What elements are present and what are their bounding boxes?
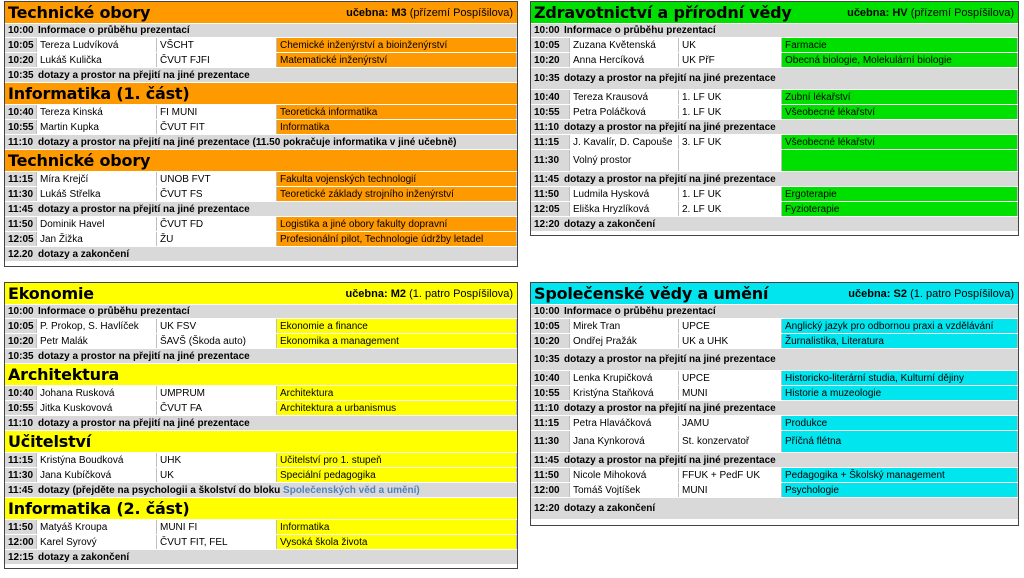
room-code: HV	[892, 6, 908, 19]
study-field: Všeobecné lékařství	[782, 135, 1018, 149]
table-row	[5, 535, 517, 550]
row-time: 10:05	[5, 319, 37, 333]
school-name	[679, 150, 782, 171]
info-content	[5, 416, 517, 430]
info-content	[5, 550, 517, 564]
presenter-name: Mirek Tran	[570, 319, 679, 333]
row-time: 10:05	[531, 38, 570, 52]
room-place: (1. patro Pospíšilova)	[910, 287, 1014, 300]
room-info	[346, 7, 513, 19]
room-label: učebna:	[848, 287, 891, 300]
info-row	[531, 349, 1018, 371]
presenter-name: Tereza Krausová	[570, 90, 679, 104]
info-row	[531, 68, 1018, 90]
table-row	[5, 105, 517, 120]
section-header	[5, 150, 517, 172]
row-time: 11:50	[5, 217, 37, 231]
table-row	[5, 172, 517, 187]
info-content	[531, 498, 1018, 519]
info-row	[5, 305, 517, 319]
school-name: ČVUT FIT	[157, 120, 277, 134]
school-name: 1. LF UK	[679, 105, 782, 119]
row-time: 10:35	[534, 354, 560, 365]
info-text: dotazy (přejděte na psychologii a školství do bloku	[38, 484, 281, 496]
row-time: 11:50	[5, 520, 37, 534]
study-field: Teoretická informatika	[277, 105, 517, 119]
table-row	[531, 38, 1018, 53]
study-field: Příčná flétna	[782, 431, 1018, 452]
study-field: Architektura a urbanismus	[277, 401, 517, 415]
room-info	[345, 288, 513, 300]
row-time: 11:45	[8, 484, 34, 496]
schedule-zdravotnictvi	[530, 1, 1019, 236]
school-name: 1. LF UK	[679, 90, 782, 104]
table-row	[5, 217, 517, 232]
table-row	[5, 520, 517, 535]
info-row	[531, 217, 1018, 232]
section-header	[531, 283, 1018, 305]
info-content	[5, 24, 517, 37]
row-time: 10:20	[5, 334, 37, 348]
section-title: Technické obory	[8, 151, 151, 170]
info-row	[5, 135, 517, 150]
info-text: Informace o průběhu prezentací	[38, 25, 190, 36]
section-title: Učitelství	[8, 432, 92, 451]
row-time: 11:45	[534, 173, 560, 185]
presenter-name: Jana Kubíčková	[37, 468, 157, 482]
info-content	[5, 68, 517, 82]
school-name: ČVUT FD	[157, 217, 277, 231]
school-name: MUNI	[679, 483, 782, 497]
presenter-name: Lenka Krupičková	[570, 371, 679, 385]
room-place: (přízemí Pospíšilova)	[910, 6, 1014, 19]
study-field: Produkce	[782, 416, 1018, 430]
presenter-name: Ondřej Pražák	[570, 334, 679, 348]
section-title: Informatika (1. část)	[8, 84, 190, 103]
info-text: dotazy a zakončení	[38, 551, 130, 563]
table-row	[531, 90, 1018, 105]
presenter-name: Lukáš Střelka	[37, 187, 157, 201]
row-time: 10:40	[5, 386, 37, 400]
row-time: 12:05	[531, 202, 570, 216]
presenter-name: Petra Poláčková	[570, 105, 679, 119]
table-row	[5, 386, 517, 401]
study-field: Anglický jazyk pro odbornou praxi a vzdělávání	[782, 319, 1018, 333]
info-row	[531, 401, 1018, 416]
row-time: 12:15	[8, 551, 34, 563]
row-time: 12:05	[5, 232, 37, 246]
row-time: 10:40	[531, 90, 570, 104]
info-content	[531, 453, 1018, 467]
info-content	[531, 349, 1018, 370]
table-row	[531, 53, 1018, 68]
study-field: Fakulta vojenských technologií	[277, 172, 517, 186]
row-time: 10:05	[531, 319, 570, 333]
row-time: 11:15	[5, 453, 37, 467]
row-time: 11:15	[531, 416, 570, 430]
row-time: 11:45	[8, 203, 34, 215]
school-name: UPCE	[679, 371, 782, 385]
presenter-name: Volný prostor	[570, 150, 679, 171]
row-time: 10:00	[8, 306, 34, 317]
schedule-spolecenske-vedy	[530, 282, 1019, 526]
table-row	[531, 431, 1018, 453]
school-name: MUNI	[679, 386, 782, 400]
presenter-name: Petr Malák	[37, 334, 157, 348]
school-name: UK FSV	[157, 319, 277, 333]
study-field: Logistika a jiné obory fakulty dopravní	[277, 217, 517, 231]
presenter-name: Anna Hercíková	[570, 53, 679, 67]
info-text: dotazy a prostor na přejití na jiné prezentace	[38, 69, 250, 81]
study-field: Teoretické základy strojního inženýrství	[277, 187, 517, 201]
presenter-name: Martin Kupka	[37, 120, 157, 134]
table-row	[531, 135, 1018, 150]
section-title: Společenské vědy a umění	[534, 284, 769, 303]
info-text: dotazy a prostor na přejití na jiné prezentace	[564, 173, 776, 185]
table-row	[5, 334, 517, 349]
study-field: Matematické inženýrství	[277, 53, 517, 67]
presenter-name: Eliška Hryzlíková	[570, 202, 679, 216]
info-text: Informace o průběhu prezentací	[564, 25, 716, 36]
info-text: dotazy a zakončení	[564, 503, 656, 514]
study-field: Profesionální pilot, Technologie údržby letadel	[277, 232, 517, 246]
table-row	[531, 371, 1018, 386]
room-label: učebna:	[346, 6, 389, 19]
study-field: Informatika	[277, 120, 517, 134]
row-time: 11:10	[8, 136, 34, 148]
study-field: Zubní lékařství	[782, 90, 1018, 104]
row-time: 12:00	[531, 483, 570, 497]
row-time: 11:15	[531, 135, 570, 149]
row-time: 10:40	[531, 371, 570, 385]
info-text: dotazy a prostor na přejití na jiné prezentace	[564, 402, 776, 414]
study-field: Ergoterapie	[782, 187, 1018, 201]
info-text: dotazy a prostor na přejití na jiné prezentace	[564, 454, 776, 466]
row-time: 11:50	[531, 468, 570, 482]
school-name: UK	[157, 468, 277, 482]
info-content	[531, 24, 1018, 37]
info-content	[5, 305, 517, 318]
row-time: 10:05	[5, 38, 37, 52]
school-name: ČVUT FJFI	[157, 53, 277, 67]
room-label: učebna:	[345, 287, 388, 300]
info-row	[5, 202, 517, 217]
study-field: Farmacie	[782, 38, 1018, 52]
row-time: 11:30	[5, 187, 37, 201]
section-title: Zdravotnictví a přírodní vědy	[534, 3, 792, 22]
school-name: 3. LF UK	[679, 135, 782, 149]
study-field: Vysoká škola života	[277, 535, 517, 549]
row-time: 11:30	[5, 468, 37, 482]
info-row	[531, 120, 1018, 135]
school-name: ŽU	[157, 232, 277, 246]
study-field: Učitelství pro 1. stupeň	[277, 453, 517, 467]
section-header	[5, 2, 517, 24]
table-row	[531, 334, 1018, 349]
section-header	[5, 431, 517, 453]
room-place: (přízemí Pospíšilova)	[409, 6, 513, 19]
row-time: 10:20	[5, 53, 37, 67]
section-header	[531, 2, 1018, 24]
info-content	[531, 401, 1018, 415]
row-time: 10:55	[531, 105, 570, 119]
school-name: FI MUNI	[157, 105, 277, 119]
row-time: 10:35	[8, 350, 34, 362]
row-time: 11:30	[531, 431, 570, 452]
row-time: 12:20	[534, 218, 560, 230]
school-name: JAMU	[679, 416, 782, 430]
row-time: 10:35	[8, 69, 34, 81]
row-time: 10:20	[531, 334, 570, 348]
presenter-name: Petra Hlaváčková	[570, 416, 679, 430]
info-content	[531, 68, 1018, 89]
study-field: Psychologie	[782, 483, 1018, 497]
info-content	[531, 217, 1018, 231]
info-text: dotazy a zakončení	[38, 248, 130, 260]
row-time: 10:00	[8, 25, 34, 36]
row-time: 10:00	[534, 25, 560, 36]
info-row	[531, 172, 1018, 187]
table-row	[531, 386, 1018, 401]
room-label: učebna:	[847, 6, 890, 19]
info-text: Informace o průběhu prezentací	[564, 306, 716, 317]
presenter-name: Karel Syrový	[37, 535, 157, 549]
study-field: Všeobecné lékařství	[782, 105, 1018, 119]
presenter-name: Matyáš Kroupa	[37, 520, 157, 534]
study-field: Historie a muzeologie	[782, 386, 1018, 400]
presenter-name: Zuzana Květenská	[570, 38, 679, 52]
room-info	[848, 288, 1014, 300]
study-field: Obecná biologie, Molekulární biologie	[782, 53, 1018, 67]
info-text: dotazy a prostor na přejití na jiné prezentace	[38, 417, 250, 429]
table-row	[5, 120, 517, 135]
presenter-name: Jitka Kuskovová	[37, 401, 157, 415]
info-content	[531, 120, 1018, 134]
presenter-name: Johana Rusková	[37, 386, 157, 400]
row-time: 11:30	[531, 150, 570, 171]
info-row	[5, 349, 517, 364]
school-name: 1. LF UK	[679, 187, 782, 201]
table-row	[531, 468, 1018, 483]
school-name: ČVUT FS	[157, 187, 277, 201]
room-place: (1. patro Pospíšilova)	[409, 287, 513, 300]
info-row	[5, 247, 517, 262]
section-header	[5, 283, 517, 305]
info-row	[531, 453, 1018, 468]
info-row	[531, 305, 1018, 319]
presenter-name: Kristýna Staňková	[570, 386, 679, 400]
table-row	[531, 319, 1018, 334]
info-row	[5, 483, 517, 498]
presenter-name: Jan Žižka	[37, 232, 157, 246]
school-name: St. konzervatoř	[679, 431, 782, 452]
info-row	[531, 498, 1018, 520]
info-text: dotazy a prostor na přejití na jiné prezentace	[564, 354, 776, 365]
info-content	[5, 135, 517, 149]
section-header	[5, 364, 517, 386]
info-text: dotazy a prostor na přejití na jiné prezentace	[38, 203, 250, 215]
study-field: Ekonomie a finance	[277, 319, 517, 333]
table-row	[5, 401, 517, 416]
table-row	[5, 453, 517, 468]
school-name: 2. LF UK	[679, 202, 782, 216]
presenter-name: Dominik Havel	[37, 217, 157, 231]
info-text: dotazy a prostor na přejití na jiné prezentace	[564, 73, 776, 84]
row-time: 11:10	[534, 402, 560, 414]
table-row	[531, 483, 1018, 498]
info-note: Společenských věd a umění)	[283, 484, 420, 496]
info-content	[5, 349, 517, 363]
presenter-name: Tereza Kinská	[37, 105, 157, 119]
section-title: Technické obory	[8, 3, 151, 22]
school-name: UPCE	[679, 319, 782, 333]
presenter-name: Lukáš Kulička	[37, 53, 157, 67]
study-field: Informatika	[277, 520, 517, 534]
table-row	[5, 468, 517, 483]
presenter-name: Nicole Mihoková	[570, 468, 679, 482]
row-time: 10:35	[534, 73, 560, 84]
section-header	[5, 83, 517, 105]
study-field: Žurnalistika, Literatura	[782, 334, 1018, 348]
info-row	[5, 550, 517, 565]
room-code: M2	[390, 287, 406, 300]
school-name: VŠCHT	[157, 38, 277, 52]
info-row	[5, 416, 517, 431]
table-row	[531, 150, 1018, 172]
room-info	[847, 7, 1014, 19]
study-field: Ekonomika a management	[277, 334, 517, 348]
info-content	[5, 483, 517, 497]
school-name: UK a UHK	[679, 334, 782, 348]
row-time: 12:00	[5, 535, 37, 549]
study-field: Architektura	[277, 386, 517, 400]
info-content	[531, 305, 1018, 318]
row-time: 10:55	[531, 386, 570, 400]
info-row	[5, 24, 517, 38]
row-time: 11:45	[534, 454, 560, 466]
study-field: Historicko-literární studia, Kulturní dějiny	[782, 371, 1018, 385]
table-row	[531, 105, 1018, 120]
table-row	[5, 319, 517, 334]
info-text: dotazy a prostor na přejití na jiné prezentace	[38, 350, 250, 362]
info-content	[5, 247, 517, 261]
school-name: UHK	[157, 453, 277, 467]
study-field: Chemické inženýrství a bioinženýrství	[277, 38, 517, 52]
info-text: dotazy a prostor na přejití na jiné prezentace (11.50 pokračuje informatika v jiné učebně)	[38, 136, 457, 148]
room-code: S2	[893, 287, 907, 300]
row-time: 11:15	[5, 172, 37, 186]
row-time: 12.20	[8, 248, 34, 260]
room-code: M3	[391, 6, 407, 19]
info-row	[531, 24, 1018, 38]
table-row	[5, 187, 517, 202]
school-name: UK PřF	[679, 53, 782, 67]
section-title: Architektura	[8, 365, 120, 384]
row-time: 10:20	[531, 53, 570, 67]
info-text: Informace o průběhu prezentací	[38, 306, 190, 317]
presenter-name: Jana Kynkorová	[570, 431, 679, 452]
info-text: dotazy a zakončení	[564, 218, 656, 230]
school-name: FFUK + PedF UK	[679, 468, 782, 482]
row-time: 11:10	[8, 417, 34, 429]
schedule-ekonomie	[4, 282, 518, 569]
info-content	[5, 202, 517, 216]
study-field: Speciální pedagogika	[277, 468, 517, 482]
presenter-name: Tereza Ludvíková	[37, 38, 157, 52]
study-field	[782, 150, 1018, 171]
presenter-name: Kristýna Boudková	[37, 453, 157, 467]
presenter-name: Ludmila Hysková	[570, 187, 679, 201]
row-time: 10:55	[5, 120, 37, 134]
table-row	[531, 202, 1018, 217]
section-title: Informatika (2. část)	[8, 499, 190, 518]
row-time: 10:00	[534, 306, 560, 317]
row-time: 10:40	[5, 105, 37, 119]
presenter-name: J. Kavalír, D. Capouše	[570, 135, 679, 149]
table-row	[5, 232, 517, 247]
school-name: UMPRUM	[157, 386, 277, 400]
row-time: 12:20	[534, 503, 560, 514]
schedule-technicke-obory	[4, 1, 518, 267]
table-row	[5, 53, 517, 68]
school-name: ČVUT FA	[157, 401, 277, 415]
info-content	[531, 172, 1018, 186]
presenter-name: P. Prokop, S. Havlíček	[37, 319, 157, 333]
row-time: 11:50	[531, 187, 570, 201]
info-row	[5, 68, 517, 83]
presenter-name: Míra Krejčí	[37, 172, 157, 186]
table-row	[531, 416, 1018, 431]
school-name: MUNI FI	[157, 520, 277, 534]
table-row	[5, 38, 517, 53]
section-header	[5, 498, 517, 520]
presenter-name: Tomáš Vojtíšek	[570, 483, 679, 497]
school-name: ČVUT FIT, FEL	[157, 535, 277, 549]
study-field: Pedagogika + Školský management	[782, 468, 1018, 482]
table-row	[531, 187, 1018, 202]
school-name: UK	[679, 38, 782, 52]
info-text: dotazy a prostor na přejití na jiné prezentace	[564, 121, 776, 133]
study-field: Fyzioterapie	[782, 202, 1018, 216]
row-time: 10:55	[5, 401, 37, 415]
row-time: 11:10	[534, 121, 560, 133]
school-name: ŠAVŠ (Škoda auto)	[157, 334, 277, 348]
section-title: Ekonomie	[8, 284, 94, 303]
school-name: UNOB FVT	[157, 172, 277, 186]
